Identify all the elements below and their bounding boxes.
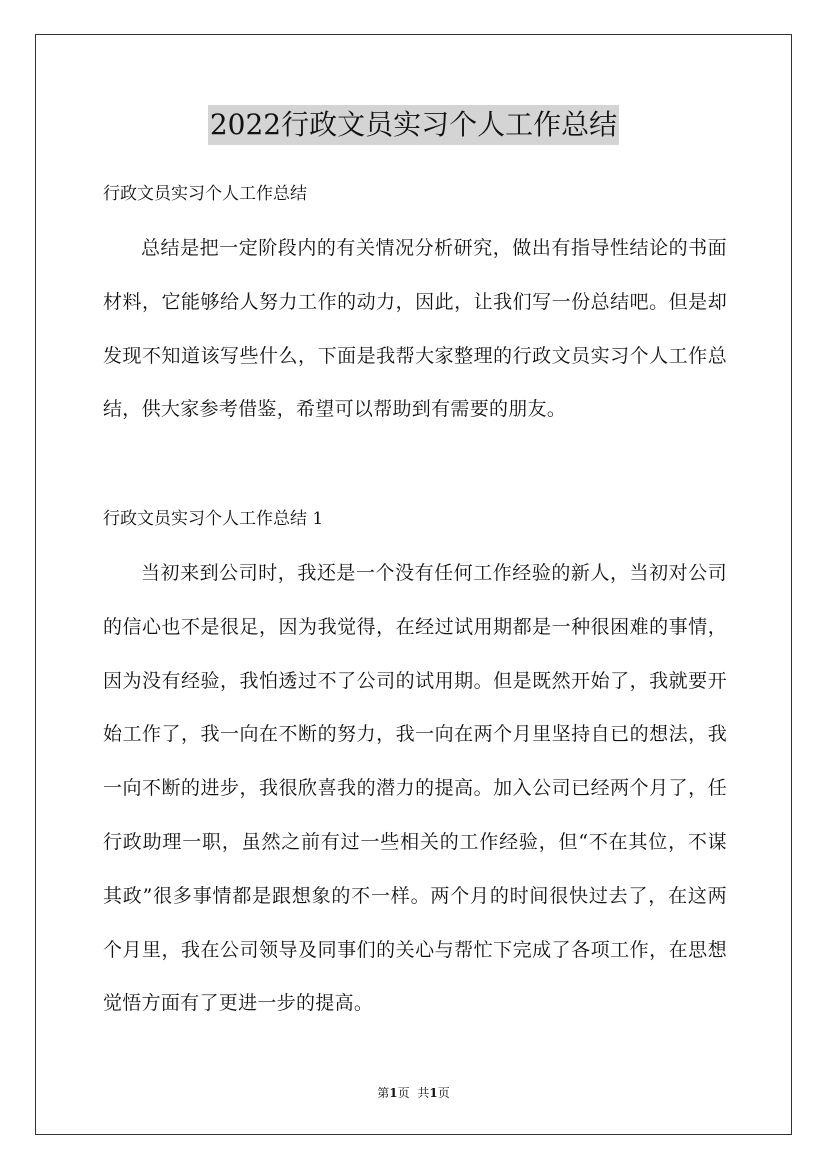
page-current-number: 1 xyxy=(389,1086,398,1100)
document-title-text: 2022行政文员实习个人工作总结 xyxy=(208,105,619,145)
section-paragraph-intro: 总结是把一定阶段内的有关情况分析研究，做出有指导性结论的书面材料，它能够给人努力工作的动力，因此，让我们写一份总结吧。但是却发现不知道该写些什么，下面是我帮大家整理的行政文员实习个人工作总结，供大家参考借鉴，希望可以帮助到有需要的朋友。 xyxy=(103,237,727,421)
page-label-prefix: 第 xyxy=(377,1086,390,1100)
page-total-number: 1 xyxy=(429,1086,438,1100)
total-label-prefix: 共 xyxy=(417,1086,430,1100)
page-footer xyxy=(0,1085,827,1101)
page-label-suffix: 页 xyxy=(397,1086,410,1100)
section-heading-1: 行政文员实习个人工作总结 1 xyxy=(103,509,324,529)
document-title xyxy=(0,104,827,145)
section-heading-intro: 行政文员实习个人工作总结 xyxy=(103,184,307,204)
total-label-suffix: 页 xyxy=(437,1086,450,1100)
section-paragraph-1: 当初来到公司时，我还是一个没有任何工作经验的新人，当初对公司的信心也不是很足，因为我觉得，在经过试用期都是一种很困难的事情，因为没有经验，我怕透过不了公司的试用期。但是既然开始了，我就要开始工作了，我一向在不断的努力，我一向在两个月里坚持自已的想法，我一向不断的进步，我很欣喜我的潜力的提高。加入公司已经两个月了，任行政助理一职，虽然之前有过一些相关的工作经验，但“不在其位，不谋其政”很多事情都是跟想象的不一样。两个月的时间很快过去了，在这两个月里，我在公司领导及同事们的关心与帮忙下完成了各项工作，在思想觉悟方面有了更进一步的提高。 xyxy=(103,562,727,1015)
